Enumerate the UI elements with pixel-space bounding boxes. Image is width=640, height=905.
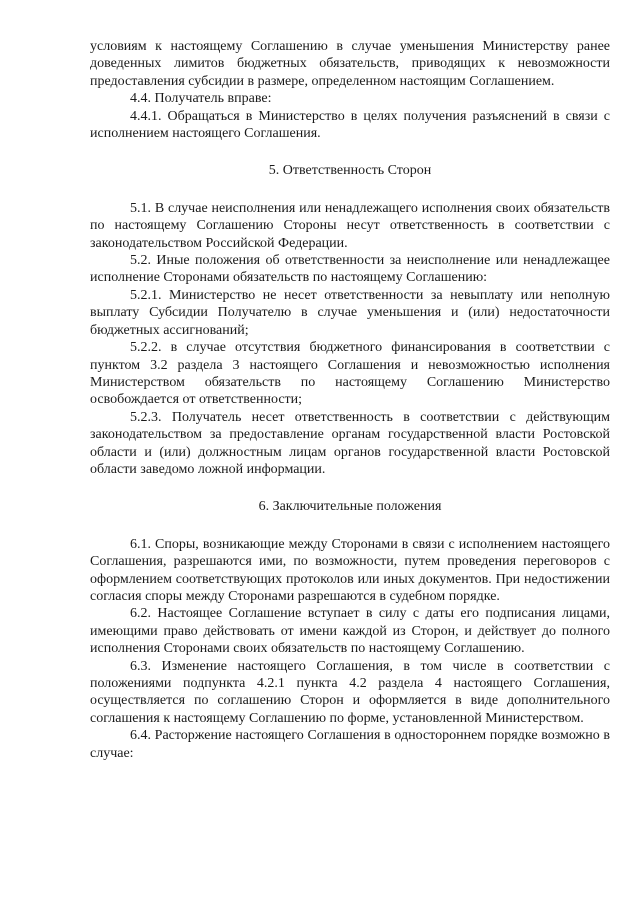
paragraph-5-2-3: 5.2.3. Получатель несет ответственность в соответствии с действующим законодательством за предоставление органам государственной власти Ростовской области и (или) должностным лицам органов государственной власти Ростовской области заведомо ложной информации. — [90, 409, 610, 477]
paragraph-5-2: 5.2. Иные положения об ответственности за неисполнение или ненадлежащее исполнение Сторонами обязательств по настоящему Соглашению: — [90, 253, 610, 286]
paragraph-5-2-2: 5.2.2. в случае отсутствия бюджетного финансирования в соответствии с пунктом 3.2 раздела 3 настоящего Соглашения и невозможностью исполнения Министерством обязательств по настоящему Соглашению Министерство освобождается от ответственности; — [90, 340, 610, 408]
paragraph-6-1: 6.1. Споры, возникающие между Сторонами в связи с исполнением настоящего Соглашения, разрешаются ими, по возможности, путем проведения переговоров с оформлением соответствующих протоколов или иных документов. При недостижении согласия споры между Сторонами разрешаются в судебном порядке. — [90, 536, 610, 604]
paragraph-6-4: 6.4. Расторжение настоящего Соглашения в одностороннем порядке возможно в случае: — [90, 728, 610, 761]
section-6-heading: 6. Заключительные положения — [258, 499, 442, 515]
paragraph-4-4-1: 4.4.1. Обращаться в Министерство в целях получения разъяснений в связи с исполнением настоящего Соглашения. — [90, 108, 610, 142]
paragraph-5-2-1: 5.2.1. Министерство не несет ответственности за невыплату или неполную выплату Субсидии Получателю в случае уменьшения и (или) недостаточности бюджетных ассигнований; — [90, 287, 610, 338]
section-5-heading: 5. Ответственность Сторон — [268, 163, 432, 179]
paragraph-6-2: 6.2. Настоящее Соглашение вступает в силу с даты его подписания лицами, имеющими право действовать от имени каждой из Сторон, и действует до полного исполнения Сторонами своих обязательств по настоящему Соглашению. — [90, 606, 610, 657]
paragraph-4-4: 4.4. Получатель вправе: — [130, 91, 272, 107]
paragraph-continuation: условиям к настоящему Соглашению в случае уменьшения Министерству ранее доведенных лимитов бюджетных обязательств, приводящих к невозможности предоставления субсидии в размере, определенном настоящим Соглашением. — [90, 39, 610, 89]
paragraph-5-1: 5.1. В случае неисполнения или ненадлежащего исполнения своих обязательств по настоящему Соглашению Стороны несут ответственность в соответствии с законодательством Российской Федерации. — [90, 200, 610, 251]
document-page — [90, 38, 610, 762]
paragraph-6-3: 6.3. Изменение настоящего Соглашения, в том числе в соответствии с положениями подпункта 4.2.1 пункта 4.2 раздела 4 настоящего Соглашения, осуществляется по соглашению Сторон и оформляется в виде дополнительного соглашения к настоящему Соглашению по форме, установленной Министерством. — [90, 658, 610, 726]
